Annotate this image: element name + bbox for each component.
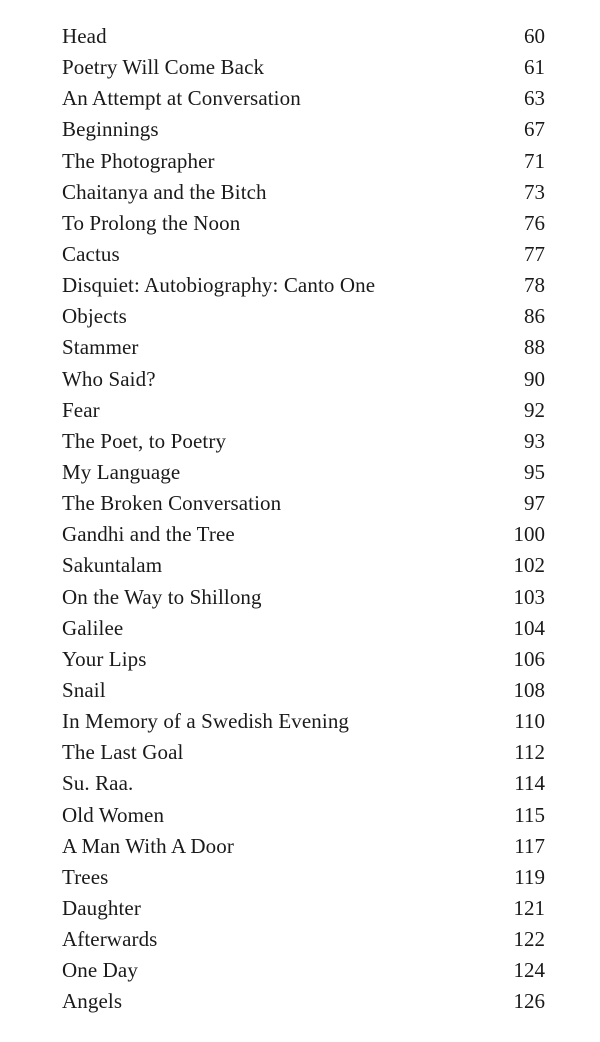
table-of-contents (62, 21, 545, 1018)
toc-entry-page-number: 117 (514, 833, 545, 858)
toc-entry (62, 893, 545, 924)
toc-entry-page-number: 86 (524, 304, 545, 329)
toc-entry-title: Poetry Will Come Back (62, 55, 265, 80)
toc-entry-page-number: 119 (514, 864, 545, 889)
toc-entry-page-number: 67 (524, 117, 545, 142)
toc-entry-title: My Language (62, 459, 181, 484)
toc-entry-page-number: 76 (524, 210, 545, 235)
toc-entry-title: Stammer (62, 335, 139, 360)
toc-entry (62, 146, 545, 177)
toc-entry (62, 301, 545, 332)
toc-entry-page-number: 77 (524, 241, 545, 266)
toc-entry-title: Daughter (62, 895, 141, 920)
toc-entry (62, 21, 545, 52)
toc-entry-page-number: 110 (514, 709, 545, 734)
toc-entry-title: Angels (62, 989, 123, 1014)
toc-entry (62, 986, 545, 1017)
toc-entry (62, 177, 545, 208)
toc-entry-title: Su. Raa. (62, 771, 134, 796)
toc-entry-page-number: 112 (514, 740, 545, 765)
toc-entry (62, 519, 545, 550)
toc-entry (62, 613, 545, 644)
toc-entry (62, 955, 545, 986)
toc-entry (62, 208, 545, 239)
toc-entry (62, 831, 545, 862)
toc-entry-page-number: 100 (513, 522, 545, 547)
toc-entry (62, 737, 545, 768)
toc-entry (62, 706, 545, 737)
toc-entry-title: Afterwards (62, 927, 158, 952)
toc-entry (62, 52, 545, 83)
toc-entry-page-number: 121 (513, 895, 545, 920)
toc-entry (62, 644, 545, 675)
toc-entry-title: Who Said? (62, 366, 156, 391)
toc-entry-page-number: 124 (513, 958, 545, 983)
toc-entry (62, 768, 545, 799)
toc-entry-title: Gandhi and the Tree (62, 522, 235, 547)
toc-entry-page-number: 114 (514, 771, 545, 796)
toc-entry-page-number: 95 (524, 459, 545, 484)
toc-entry-page-number: 90 (524, 366, 545, 391)
toc-entry-page-number: 97 (524, 491, 545, 516)
toc-entry-page-number: 103 (513, 584, 545, 609)
toc-entry-page-number: 126 (513, 989, 545, 1014)
toc-entry-title: Fear (62, 397, 100, 422)
toc-entry (62, 488, 545, 519)
toc-entry-title: The Last Goal (62, 740, 184, 765)
toc-entry-page-number: 92 (524, 397, 545, 422)
toc-entry-page-number: 78 (524, 273, 545, 298)
toc-entry (62, 800, 545, 831)
toc-entry (62, 332, 545, 363)
toc-entry (62, 270, 545, 301)
toc-entry-title: Old Women (62, 802, 165, 827)
toc-entry-page-number: 102 (513, 553, 545, 578)
toc-entry-title: On the Way to Shillong (62, 584, 262, 609)
toc-entry (62, 83, 545, 114)
toc-entry-page-number: 63 (524, 86, 545, 111)
toc-entry-title: Snail (62, 677, 106, 702)
toc-entry-title: A Man With A Door (62, 833, 234, 858)
toc-entry-page-number: 60 (524, 24, 545, 48)
toc-entry-title: Objects (62, 304, 127, 329)
toc-entry-page-number: 108 (513, 677, 545, 702)
toc-entry-title: Trees (62, 864, 109, 889)
toc-entry-title: An Attempt at Conversation (62, 86, 301, 111)
toc-entry (62, 457, 545, 488)
toc-entry (62, 924, 545, 955)
toc-entry-title: In Memory of a Swedish Evening (62, 709, 350, 734)
toc-entry-page-number: 104 (513, 615, 545, 640)
toc-entry-title: One Day (62, 958, 138, 983)
toc-entry-title: The Poet, to Poetry (62, 428, 227, 453)
toc-entry-title: The Photographer (62, 148, 215, 173)
toc-entry (62, 675, 545, 706)
toc-entry-title: Beginnings (62, 117, 159, 142)
toc-entry (62, 426, 545, 457)
toc-entry-title: The Broken Conversation (62, 491, 282, 516)
toc-entry (62, 239, 545, 270)
toc-entry-title: To Prolong the Noon (62, 210, 241, 235)
toc-entry-title: Chaitanya and the Bitch (62, 179, 267, 204)
toc-entry (62, 862, 545, 893)
toc-entry-title: Head (62, 24, 107, 48)
toc-entry-title: Sakuntalam (62, 553, 163, 578)
toc-entry-page-number: 122 (513, 927, 545, 952)
toc-entry-title: Galilee (62, 615, 124, 640)
toc-entry (62, 395, 545, 426)
toc-entry-page-number: 106 (513, 646, 545, 671)
toc-entry-page-number: 115 (514, 802, 545, 827)
toc-entry (62, 114, 545, 145)
toc-entry-page-number: 73 (524, 179, 545, 204)
toc-entry-title: Disquiet: Autobiography: Canto One (62, 273, 376, 298)
toc-entry-page-number: 88 (524, 335, 545, 360)
toc-entry-title: Your Lips (62, 646, 147, 671)
toc-entry-page-number: 71 (524, 148, 545, 173)
toc-entry (62, 582, 545, 613)
toc-entry (62, 550, 545, 581)
toc-entry-page-number: 93 (524, 428, 545, 453)
toc-entry (62, 364, 545, 395)
toc-entry-title: Cactus (62, 241, 120, 266)
toc-entry-page-number: 61 (524, 55, 545, 80)
